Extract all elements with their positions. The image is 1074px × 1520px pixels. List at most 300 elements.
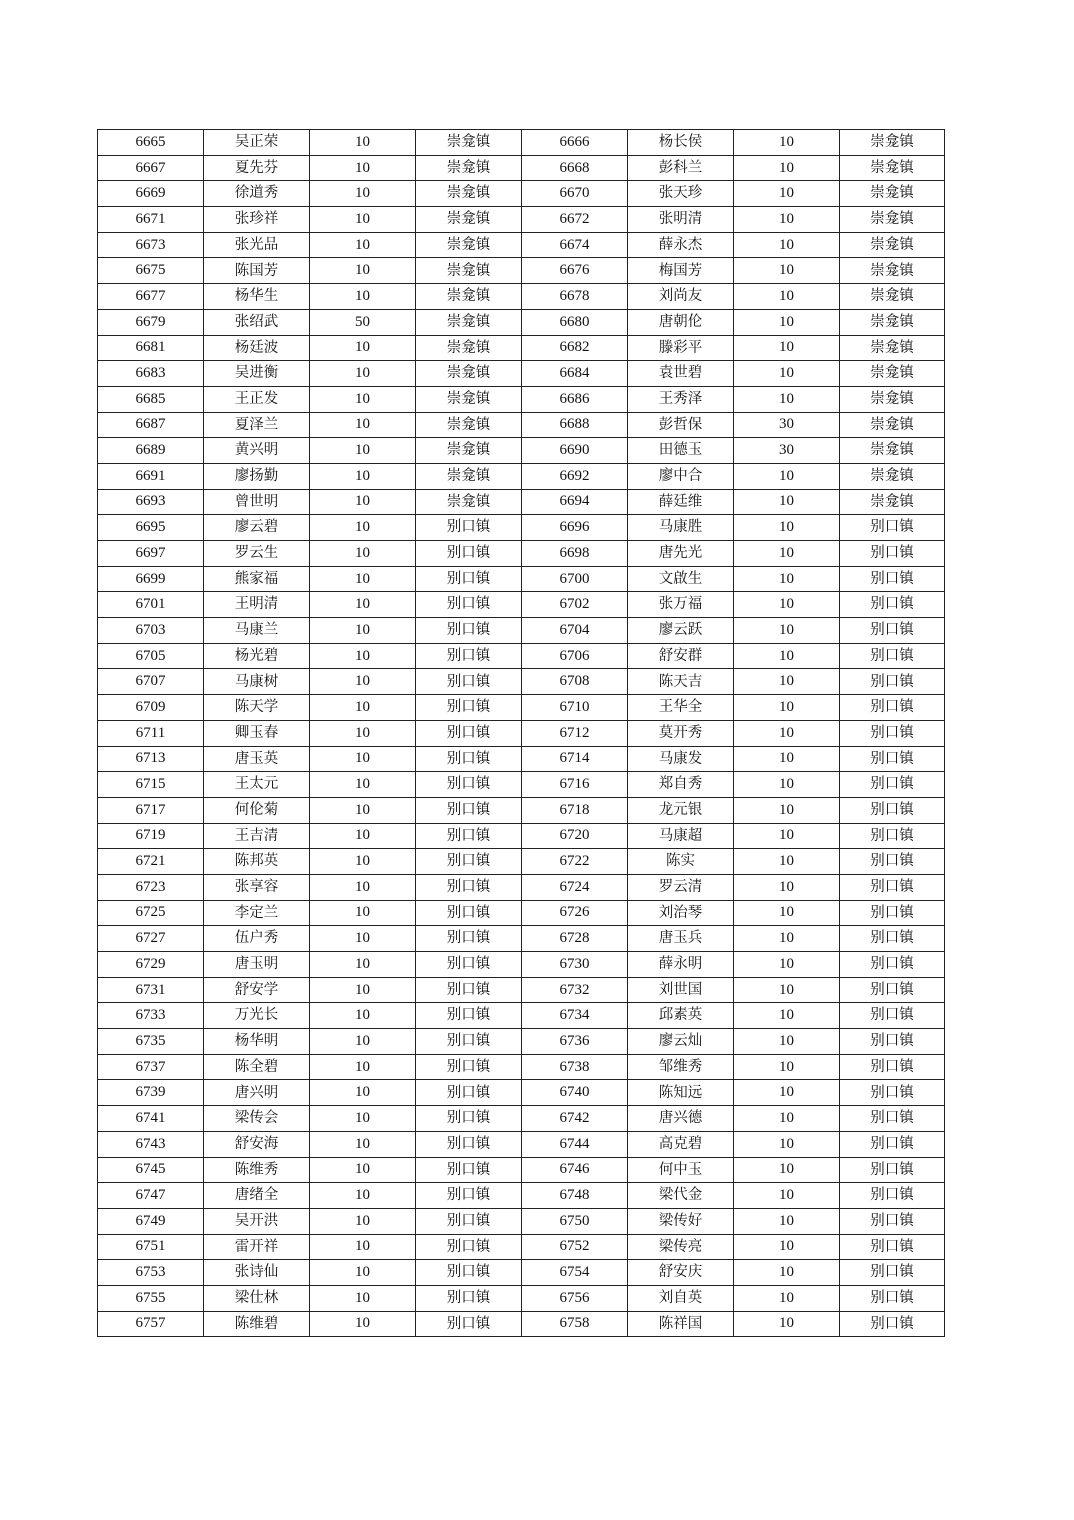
cell-town: 别口镇 <box>416 823 522 849</box>
table-row <box>98 926 945 952</box>
cell-name: 唐玉英 <box>204 746 310 772</box>
cell-amount: 10 <box>734 1208 840 1234</box>
cell-town: 别口镇 <box>416 1080 522 1106</box>
table-row <box>98 1285 945 1311</box>
cell-id: 6697 <box>98 541 204 567</box>
cell-town: 别口镇 <box>416 900 522 926</box>
cell-town: 别口镇 <box>416 566 522 592</box>
cell-name: 郑自秀 <box>628 772 734 798</box>
cell-name: 文啟生 <box>628 566 734 592</box>
cell-id: 6668 <box>522 155 628 181</box>
cell-id: 6738 <box>522 1054 628 1080</box>
cell-id: 6730 <box>522 952 628 978</box>
cell-amount: 10 <box>734 926 840 952</box>
cell-id: 6751 <box>98 1234 204 1260</box>
cell-amount: 10 <box>310 1003 416 1029</box>
cell-town: 别口镇 <box>840 900 945 926</box>
cell-id: 6687 <box>98 412 204 438</box>
cell-id: 6724 <box>522 874 628 900</box>
cell-name: 吴进衡 <box>204 361 310 387</box>
cell-id: 6716 <box>522 772 628 798</box>
cell-id: 6755 <box>98 1285 204 1311</box>
cell-amount: 10 <box>310 746 416 772</box>
cell-amount: 10 <box>734 386 840 412</box>
cell-id: 6723 <box>98 874 204 900</box>
cell-name: 陈维碧 <box>204 1311 310 1337</box>
cell-amount: 10 <box>734 1183 840 1209</box>
cell-id: 6686 <box>522 386 628 412</box>
cell-id: 6748 <box>522 1183 628 1209</box>
records-table <box>97 129 945 1337</box>
cell-town: 崇龛镇 <box>840 412 945 438</box>
cell-id: 6736 <box>522 1029 628 1055</box>
cell-name: 夏先芬 <box>204 155 310 181</box>
table-row <box>98 1183 945 1209</box>
cell-town: 崇龛镇 <box>840 130 945 156</box>
cell-amount: 10 <box>734 1311 840 1337</box>
cell-amount: 10 <box>310 181 416 207</box>
cell-amount: 10 <box>734 823 840 849</box>
cell-amount: 10 <box>310 1054 416 1080</box>
cell-name: 唐朝伦 <box>628 309 734 335</box>
cell-id: 6678 <box>522 284 628 310</box>
table-row <box>98 489 945 515</box>
cell-id: 6720 <box>522 823 628 849</box>
table-row <box>98 1311 945 1337</box>
cell-town: 别口镇 <box>416 1131 522 1157</box>
cell-name: 刘尚友 <box>628 284 734 310</box>
cell-town: 崇龛镇 <box>840 284 945 310</box>
cell-town: 别口镇 <box>840 1285 945 1311</box>
cell-name: 唐玉兵 <box>628 926 734 952</box>
cell-amount: 10 <box>310 541 416 567</box>
cell-town: 别口镇 <box>416 720 522 746</box>
cell-town: 别口镇 <box>840 772 945 798</box>
table-row <box>98 823 945 849</box>
cell-id: 6742 <box>522 1106 628 1132</box>
cell-amount: 10 <box>310 1131 416 1157</box>
table-row <box>98 232 945 258</box>
cell-name: 何中玉 <box>628 1157 734 1183</box>
cell-amount: 10 <box>310 1029 416 1055</box>
table-row <box>98 130 945 156</box>
cell-id: 6728 <box>522 926 628 952</box>
cell-town: 别口镇 <box>416 849 522 875</box>
cell-id: 6719 <box>98 823 204 849</box>
cell-town: 崇龛镇 <box>840 258 945 284</box>
cell-id: 6680 <box>522 309 628 335</box>
cell-amount: 10 <box>310 720 416 746</box>
cell-amount: 10 <box>310 643 416 669</box>
cell-town: 别口镇 <box>840 746 945 772</box>
cell-id: 6752 <box>522 1234 628 1260</box>
cell-id: 6692 <box>522 463 628 489</box>
cell-name: 夏泽兰 <box>204 412 310 438</box>
cell-amount: 10 <box>734 361 840 387</box>
cell-town: 别口镇 <box>416 797 522 823</box>
table-row <box>98 541 945 567</box>
cell-name: 梅国芳 <box>628 258 734 284</box>
cell-amount: 10 <box>310 155 416 181</box>
cell-name: 张珍祥 <box>204 207 310 233</box>
table-row <box>98 746 945 772</box>
cell-town: 别口镇 <box>840 797 945 823</box>
cell-id: 6690 <box>522 438 628 464</box>
cell-amount: 10 <box>734 1080 840 1106</box>
cell-name: 罗云清 <box>628 874 734 900</box>
cell-town: 别口镇 <box>840 1157 945 1183</box>
cell-town: 崇龛镇 <box>840 155 945 181</box>
cell-name: 罗云生 <box>204 541 310 567</box>
cell-id: 6677 <box>98 284 204 310</box>
cell-name: 杨廷波 <box>204 335 310 361</box>
cell-amount: 10 <box>310 1260 416 1286</box>
cell-town: 别口镇 <box>840 695 945 721</box>
cell-amount: 10 <box>310 463 416 489</box>
cell-amount: 10 <box>734 643 840 669</box>
cell-amount: 10 <box>734 900 840 926</box>
table-row <box>98 361 945 387</box>
cell-name: 梁传亮 <box>628 1234 734 1260</box>
cell-town: 别口镇 <box>840 1311 945 1337</box>
cell-amount: 10 <box>310 515 416 541</box>
cell-name: 何伦菊 <box>204 797 310 823</box>
cell-name: 吴开洪 <box>204 1208 310 1234</box>
cell-name: 彭哲保 <box>628 412 734 438</box>
cell-amount: 10 <box>734 541 840 567</box>
cell-name: 熊家福 <box>204 566 310 592</box>
cell-amount: 10 <box>310 874 416 900</box>
cell-name: 薛永明 <box>628 952 734 978</box>
cell-name: 唐玉明 <box>204 952 310 978</box>
cell-name: 陈实 <box>628 849 734 875</box>
cell-amount: 10 <box>734 155 840 181</box>
cell-name: 曾世明 <box>204 489 310 515</box>
cell-town: 别口镇 <box>840 1080 945 1106</box>
cell-name: 陈祥国 <box>628 1311 734 1337</box>
cell-id: 6696 <box>522 515 628 541</box>
table-row <box>98 1029 945 1055</box>
cell-town: 崇龛镇 <box>416 335 522 361</box>
cell-name: 刘治琴 <box>628 900 734 926</box>
cell-amount: 10 <box>310 335 416 361</box>
cell-town: 崇龛镇 <box>416 489 522 515</box>
cell-id: 6682 <box>522 335 628 361</box>
cell-name: 龙元银 <box>628 797 734 823</box>
cell-name: 马康超 <box>628 823 734 849</box>
cell-amount: 10 <box>734 746 840 772</box>
cell-amount: 10 <box>310 1208 416 1234</box>
cell-town: 崇龛镇 <box>416 284 522 310</box>
cell-amount: 10 <box>310 669 416 695</box>
cell-id: 6714 <box>522 746 628 772</box>
cell-id: 6754 <box>522 1260 628 1286</box>
cell-id: 6758 <box>522 1311 628 1337</box>
cell-amount: 50 <box>310 309 416 335</box>
table-row <box>98 1106 945 1132</box>
cell-id: 6734 <box>522 1003 628 1029</box>
cell-name: 廖云碧 <box>204 515 310 541</box>
cell-id: 6667 <box>98 155 204 181</box>
cell-amount: 10 <box>734 1106 840 1132</box>
table-row <box>98 874 945 900</box>
cell-name: 彭科兰 <box>628 155 734 181</box>
cell-id: 6671 <box>98 207 204 233</box>
cell-id: 6700 <box>522 566 628 592</box>
cell-id: 6709 <box>98 695 204 721</box>
cell-town: 别口镇 <box>840 823 945 849</box>
cell-id: 6732 <box>522 977 628 1003</box>
cell-id: 6746 <box>522 1157 628 1183</box>
table-row <box>98 181 945 207</box>
cell-id: 6721 <box>98 849 204 875</box>
cell-name: 张光品 <box>204 232 310 258</box>
cell-town: 别口镇 <box>840 926 945 952</box>
cell-id: 6698 <box>522 541 628 567</box>
table-row <box>98 618 945 644</box>
cell-town: 别口镇 <box>840 541 945 567</box>
cell-town: 别口镇 <box>416 643 522 669</box>
cell-id: 6665 <box>98 130 204 156</box>
cell-amount: 10 <box>734 977 840 1003</box>
cell-amount: 10 <box>734 463 840 489</box>
cell-name: 莫开秀 <box>628 720 734 746</box>
cell-town: 别口镇 <box>840 952 945 978</box>
cell-name: 马康胜 <box>628 515 734 541</box>
cell-id: 6718 <box>522 797 628 823</box>
table-row <box>98 1157 945 1183</box>
cell-amount: 10 <box>734 181 840 207</box>
cell-id: 6708 <box>522 669 628 695</box>
cell-id: 6727 <box>98 926 204 952</box>
cell-town: 别口镇 <box>840 874 945 900</box>
cell-amount: 30 <box>734 438 840 464</box>
cell-id: 6710 <box>522 695 628 721</box>
cell-amount: 10 <box>734 1157 840 1183</box>
cell-name: 王太元 <box>204 772 310 798</box>
cell-town: 崇龛镇 <box>416 258 522 284</box>
cell-id: 6693 <box>98 489 204 515</box>
cell-amount: 10 <box>310 438 416 464</box>
cell-id: 6750 <box>522 1208 628 1234</box>
cell-id: 6745 <box>98 1157 204 1183</box>
cell-id: 6672 <box>522 207 628 233</box>
cell-town: 别口镇 <box>416 1003 522 1029</box>
cell-name: 舒安群 <box>628 643 734 669</box>
cell-amount: 10 <box>734 130 840 156</box>
cell-amount: 10 <box>734 515 840 541</box>
cell-id: 6731 <box>98 977 204 1003</box>
cell-amount: 10 <box>310 1080 416 1106</box>
cell-town: 崇龛镇 <box>840 181 945 207</box>
cell-amount: 10 <box>310 361 416 387</box>
cell-town: 别口镇 <box>840 1054 945 1080</box>
cell-amount: 10 <box>734 232 840 258</box>
table-row <box>98 952 945 978</box>
table-row <box>98 849 945 875</box>
cell-id: 6694 <box>522 489 628 515</box>
cell-name: 马康发 <box>628 746 734 772</box>
cell-id: 6681 <box>98 335 204 361</box>
cell-amount: 10 <box>310 695 416 721</box>
cell-name: 张诗仙 <box>204 1260 310 1286</box>
cell-id: 6749 <box>98 1208 204 1234</box>
cell-town: 别口镇 <box>840 669 945 695</box>
cell-name: 陈邦英 <box>204 849 310 875</box>
cell-name: 廖中合 <box>628 463 734 489</box>
cell-town: 别口镇 <box>840 1234 945 1260</box>
cell-id: 6666 <box>522 130 628 156</box>
cell-town: 崇龛镇 <box>416 438 522 464</box>
cell-id: 6717 <box>98 797 204 823</box>
cell-amount: 10 <box>734 489 840 515</box>
table-row <box>98 412 945 438</box>
cell-amount: 10 <box>734 952 840 978</box>
table-row <box>98 695 945 721</box>
cell-town: 别口镇 <box>840 643 945 669</box>
table-row <box>98 1080 945 1106</box>
cell-amount: 10 <box>734 1234 840 1260</box>
cell-name: 刘世国 <box>628 977 734 1003</box>
cell-town: 崇龛镇 <box>840 463 945 489</box>
cell-amount: 10 <box>310 952 416 978</box>
cell-name: 袁世碧 <box>628 361 734 387</box>
cell-amount: 10 <box>310 1106 416 1132</box>
cell-name: 薛永杰 <box>628 232 734 258</box>
table-row <box>98 1234 945 1260</box>
cell-amount: 10 <box>310 386 416 412</box>
table-row <box>98 566 945 592</box>
cell-id: 6691 <box>98 463 204 489</box>
cell-town: 别口镇 <box>416 1183 522 1209</box>
cell-name: 伍户秀 <box>204 926 310 952</box>
cell-town: 崇龛镇 <box>840 232 945 258</box>
cell-name: 邱素英 <box>628 1003 734 1029</box>
cell-name: 李定兰 <box>204 900 310 926</box>
cell-town: 别口镇 <box>416 1029 522 1055</box>
cell-name: 张天珍 <box>628 181 734 207</box>
cell-town: 别口镇 <box>840 1208 945 1234</box>
cell-name: 刘自英 <box>628 1285 734 1311</box>
table-row <box>98 515 945 541</box>
cell-name: 张明清 <box>628 207 734 233</box>
cell-amount: 10 <box>734 669 840 695</box>
cell-town: 别口镇 <box>416 772 522 798</box>
cell-amount: 10 <box>734 772 840 798</box>
cell-id: 6706 <box>522 643 628 669</box>
cell-name: 唐绪全 <box>204 1183 310 1209</box>
cell-town: 别口镇 <box>416 746 522 772</box>
cell-town: 别口镇 <box>416 618 522 644</box>
cell-name: 万光长 <box>204 1003 310 1029</box>
table-row <box>98 258 945 284</box>
cell-town: 别口镇 <box>416 541 522 567</box>
cell-name: 廖扬勤 <box>204 463 310 489</box>
cell-amount: 10 <box>310 1157 416 1183</box>
cell-amount: 10 <box>734 1003 840 1029</box>
cell-id: 6683 <box>98 361 204 387</box>
cell-town: 崇龛镇 <box>840 489 945 515</box>
table-row <box>98 977 945 1003</box>
cell-town: 崇龛镇 <box>416 130 522 156</box>
cell-amount: 10 <box>310 926 416 952</box>
cell-amount: 10 <box>310 618 416 644</box>
cell-name: 陈维秀 <box>204 1157 310 1183</box>
cell-name: 张享容 <box>204 874 310 900</box>
table-row <box>98 284 945 310</box>
cell-id: 6688 <box>522 412 628 438</box>
cell-id: 6729 <box>98 952 204 978</box>
table-row <box>98 309 945 335</box>
cell-town: 别口镇 <box>840 618 945 644</box>
cell-id: 6713 <box>98 746 204 772</box>
cell-amount: 10 <box>734 874 840 900</box>
cell-id: 6705 <box>98 643 204 669</box>
cell-amount: 10 <box>310 977 416 1003</box>
cell-id: 6675 <box>98 258 204 284</box>
cell-id: 6733 <box>98 1003 204 1029</box>
cell-town: 别口镇 <box>416 1054 522 1080</box>
cell-id: 6725 <box>98 900 204 926</box>
cell-town: 别口镇 <box>416 952 522 978</box>
cell-town: 崇龛镇 <box>840 438 945 464</box>
cell-town: 崇龛镇 <box>416 155 522 181</box>
table-row <box>98 463 945 489</box>
records-table-body <box>98 130 945 1337</box>
cell-amount: 10 <box>310 232 416 258</box>
cell-id: 6743 <box>98 1131 204 1157</box>
cell-town: 别口镇 <box>416 592 522 618</box>
cell-id: 6702 <box>522 592 628 618</box>
cell-id: 6707 <box>98 669 204 695</box>
cell-name: 梁传会 <box>204 1106 310 1132</box>
cell-id: 6679 <box>98 309 204 335</box>
cell-name: 王秀泽 <box>628 386 734 412</box>
cell-town: 别口镇 <box>840 592 945 618</box>
cell-town: 别口镇 <box>416 926 522 952</box>
cell-name: 陈全碧 <box>204 1054 310 1080</box>
cell-amount: 10 <box>734 1054 840 1080</box>
cell-id: 6741 <box>98 1106 204 1132</box>
cell-town: 崇龛镇 <box>840 386 945 412</box>
cell-town: 别口镇 <box>840 1106 945 1132</box>
cell-town: 崇龛镇 <box>416 463 522 489</box>
cell-town: 崇龛镇 <box>416 361 522 387</box>
cell-id: 6685 <box>98 386 204 412</box>
cell-name: 廖云跃 <box>628 618 734 644</box>
cell-name: 杨华明 <box>204 1029 310 1055</box>
cell-amount: 10 <box>734 695 840 721</box>
cell-name: 唐兴德 <box>628 1106 734 1132</box>
cell-name: 唐先光 <box>628 541 734 567</box>
cell-town: 别口镇 <box>840 720 945 746</box>
cell-amount: 10 <box>310 1311 416 1337</box>
cell-town: 别口镇 <box>416 1157 522 1183</box>
cell-id: 6726 <box>522 900 628 926</box>
cell-id: 6695 <box>98 515 204 541</box>
table-row <box>98 1208 945 1234</box>
cell-town: 崇龛镇 <box>416 232 522 258</box>
cell-amount: 10 <box>310 592 416 618</box>
cell-town: 别口镇 <box>416 1234 522 1260</box>
table-row <box>98 797 945 823</box>
cell-amount: 10 <box>734 1285 840 1311</box>
cell-id: 6712 <box>522 720 628 746</box>
cell-name: 徐道秀 <box>204 181 310 207</box>
cell-name: 陈天学 <box>204 695 310 721</box>
cell-name: 王正发 <box>204 386 310 412</box>
cell-town: 别口镇 <box>416 515 522 541</box>
